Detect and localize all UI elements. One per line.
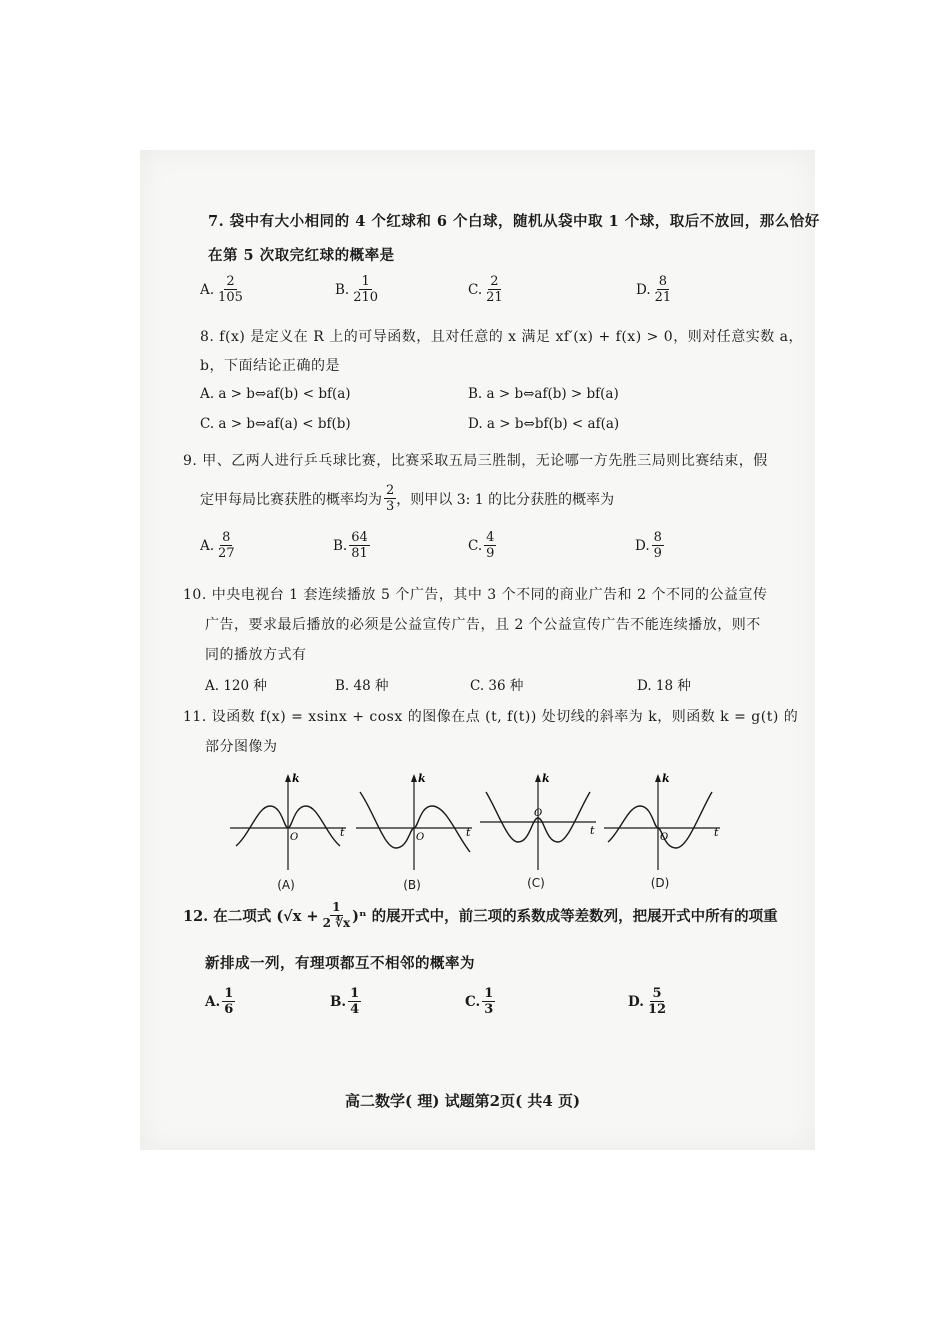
graph-d-caption: (D) [650,876,670,890]
q7-option-b: B. $\frac{1}{210}$ [335,274,379,305]
q8-option-c: C. a > b⇔af(a) < bf(b) [200,416,351,432]
q10-option-a: A. 120 种 [205,678,267,694]
q12-option-b: B. $\frac{1}{4}$ [330,986,360,1017]
graph-a-origin-label: O [290,832,299,843]
q12-line1: 12. 在二项式 (√x + $\frac{1}{2 ∜x}$ )ⁿ 的展开式中，前三项的系数成等差数列，把展开式中所有的项重 [183,900,778,930]
q9-option-a: A. $\frac{8}{27}$ [200,530,235,561]
q12-line2: 新排成一列，有理项都互不相邻的概率为 [205,955,475,972]
graph-b-t-label: t [466,826,471,839]
graph-a [228,772,353,872]
graph-b [354,772,479,872]
q11-line2: 部分图像为 [205,739,278,755]
graph-c [478,772,603,872]
q8-option-b: B. a > b⇔af(b) > bf(a) [468,386,619,402]
q10-option-c: C. 36 种 [470,678,524,694]
graph-d-t-label: t [714,826,719,839]
page-footer: 高二数学( 理) 试题第2页( 共4 页) [345,1092,581,1110]
q7-option-d: D. $\frac{8}{21}$ [636,274,672,305]
q8-option-a: A. a > b⇔af(b) < bf(a) [200,386,351,402]
graph-d-k-label: k [662,772,670,785]
q11-line1: 11. 设函数 f(x) = xsinx + cosx 的图像在点 (t, f(t)) 处切线的斜率为 k，则函数 k = g(t) 的 [183,709,799,725]
graph-c-t-label: t [590,824,595,837]
q7-line2: 在第 5 次取完红球的概率是 [208,247,395,264]
q9-option-b: B. $\frac{64}{81}$ [333,530,368,561]
graph-d-origin-label: O [660,832,669,843]
q8-line1: 8. f(x) 是定义在 R 上的可导函数，且对任意的 x 满足 xf′(x) + f(x) > 0，则对任意实数 a， [200,329,803,345]
graph-b-caption: (B) [403,878,421,892]
graph-a-t-label: t [340,826,345,839]
q10-option-b: B. 48 种 [335,678,389,694]
q8-line2: b，下面结论正确的是 [200,358,340,374]
q9-option-d: D. $\frac{8}{9}$ [635,530,662,561]
q9-option-c: C. $\frac{4}{9}$ [468,530,495,561]
q10-option-d: D. 18 种 [637,678,691,694]
q10-line1: 10. 中央电视台 1 套连续播放 5 个广告，其中 3 个不同的商业广告和 2 个不同的公益宣传 [183,587,768,603]
graph-a-k-label: k [292,772,300,785]
graph-c-caption: (C) [527,876,545,890]
graph-b-origin-label: O [416,832,425,843]
q12-option-c: C. $\frac{1}{3}$ [465,986,494,1017]
q8-option-d: D. a > b⇔bf(b) < af(a) [468,416,620,432]
q10-line3: 同的播放方式有 [205,647,307,663]
q7-option-c: C. $\frac{2}{21}$ [468,274,503,305]
graph-a-caption: (A) [277,878,295,892]
q7-option-a: A. $\frac{2}{105}$ [200,274,243,305]
q7-line1: 7. 袋中有大小相同的 4 个红球和 6 个白球，随机从袋中取 1 个球，取后不放回，那么恰好 [208,213,820,230]
graph-b-k-label: k [418,772,426,785]
graph-d [602,772,727,872]
graph-c-origin-label: O [534,808,543,819]
q9-line1: 9. 甲、乙两人进行乒乓球比赛，比赛采取五局三胜制，无论哪一方先胜三局则比赛结束，假 [183,453,768,469]
q10-line2: 广告，要求最后播放的必须是公益宣传广告，且 2 个公益宣传广告不能连续播放，则不 [205,617,761,633]
graph-c-k-label: k [542,772,550,785]
q12-option-d: D. $\frac{5}{12}$ [628,986,667,1017]
q12-option-a: A. $\frac{1}{6}$ [205,986,234,1017]
q9-line2: 定甲每局比赛获胜的概率均为 $\frac{2}{3}$ ，则甲以 3: 1 的比分获胜的概率为 [200,483,615,514]
